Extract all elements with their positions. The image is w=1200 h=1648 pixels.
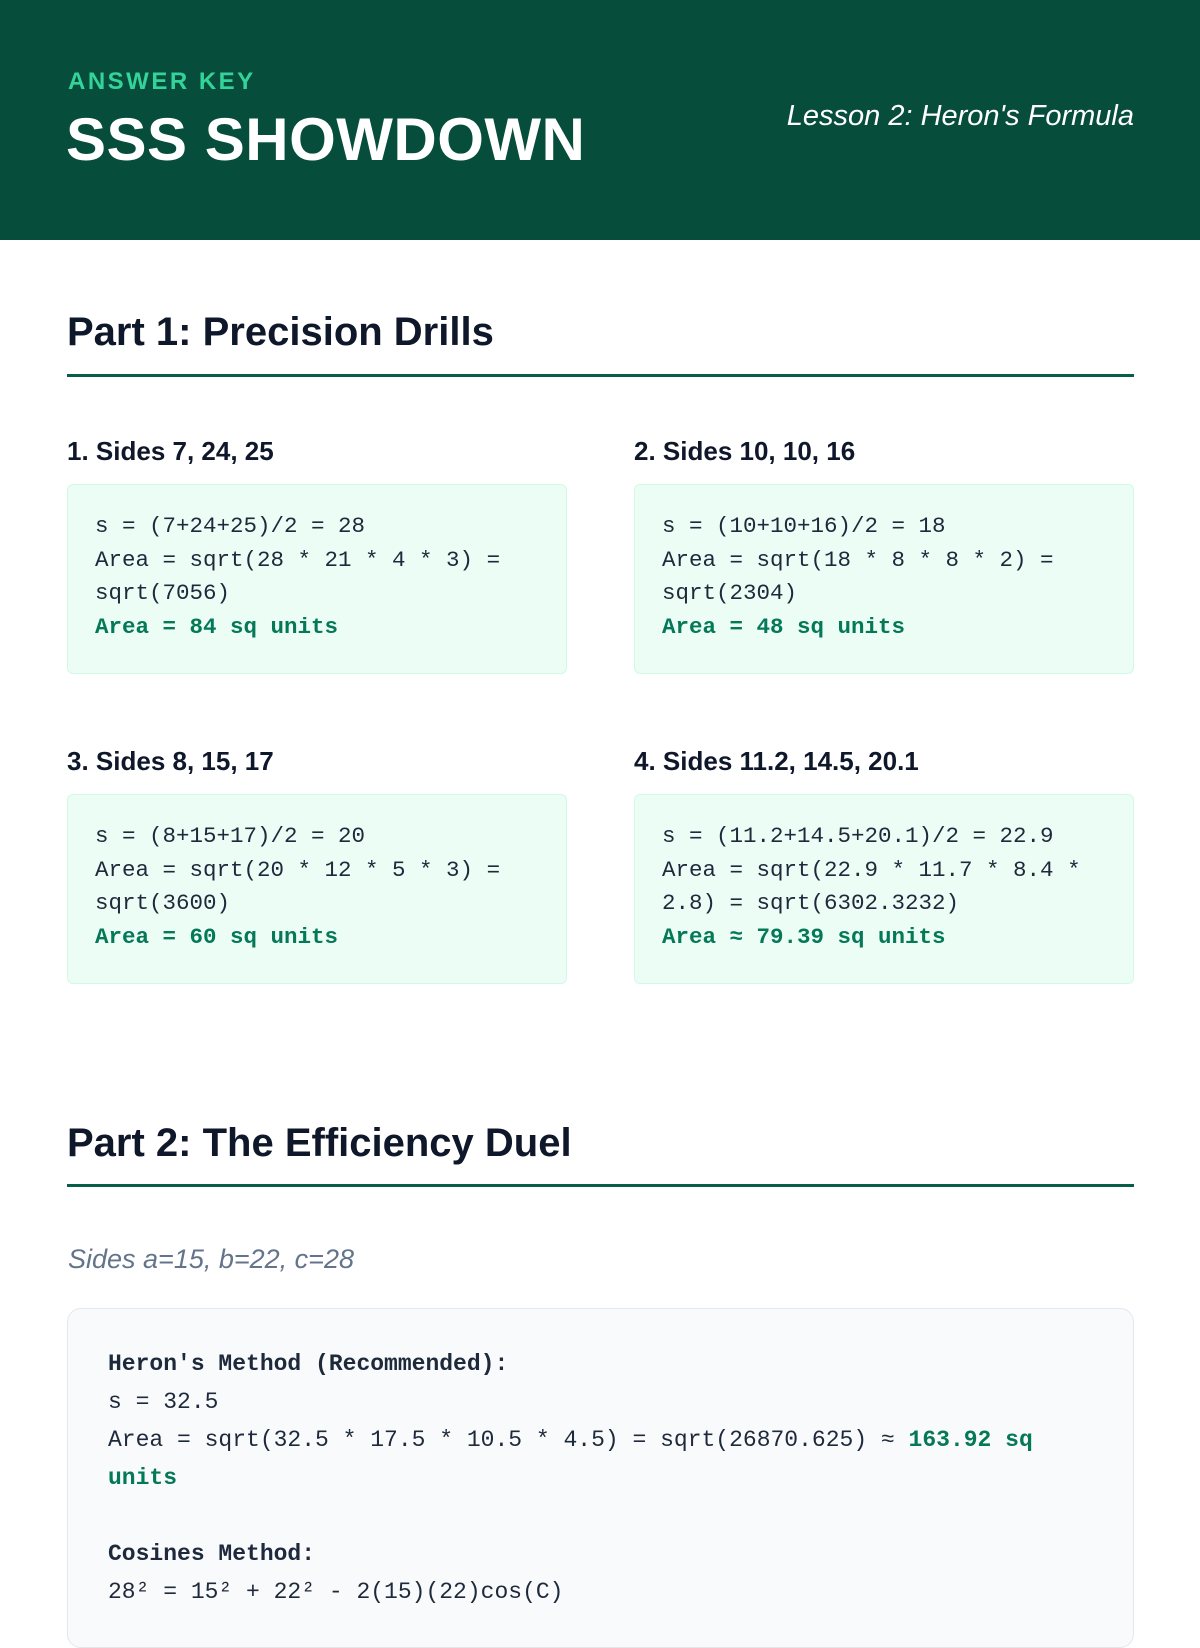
herons-area-work: Area = sqrt(32.5 * 17.5 * 10.5 * 4.5) = sqrt(26870.625) ≈ [108, 1427, 909, 1453]
solution-line: s = (8+15+17)/2 = 20 [95, 823, 366, 849]
part1-divider [67, 374, 1134, 377]
page-title: SSS SHOWDOWN [66, 106, 586, 173]
solution-line: Area = sqrt(18 * 8 * 8 * 2) = sqrt(2304) [662, 546, 1068, 606]
efficiency-duel-box [67, 1308, 1134, 1648]
solution-line: s = (10+10+16)/2 = 18 [662, 513, 946, 539]
solution-answer: Area ≈ 79.39 sq units [662, 923, 946, 950]
problem-4-title: 4. Sides 11.2, 14.5, 20.1 [634, 746, 919, 776]
solution-answer: Area = 60 sq units [95, 923, 339, 950]
solution-answer: Area = 84 sq units [95, 613, 339, 640]
problem-1-title: 1. Sides 7, 24, 25 [67, 436, 274, 466]
lesson-subtitle: Lesson 2: Heron's Formula [786, 100, 1134, 132]
part1-heading: Part 1: Precision Drills [67, 310, 494, 354]
solution-line: s = (11.2+14.5+20.1)/2 = 22.9 [662, 823, 1054, 849]
herons-semiperimeter: s = 32.5 [108, 1389, 219, 1415]
solution-line: s = (7+24+25)/2 = 28 [95, 513, 366, 539]
spacer [108, 1497, 1093, 1535]
solution-line: Area = sqrt(28 * 21 * 4 * 3) = sqrt(7056) [95, 546, 514, 606]
page-header [0, 0, 1200, 240]
solution-answer: Area = 48 sq units [662, 613, 906, 640]
problem-2-title: 2. Sides 10, 10, 16 [634, 436, 856, 466]
problem-3-title: 3. Sides 8, 15, 17 [67, 746, 274, 776]
solution-line: Area = sqrt(22.9 * 11.7 * 8.4 * 2.8) = sqrt(6302.3232) [662, 856, 1095, 916]
part2-divider [67, 1184, 1134, 1187]
given-sides: Sides a=15, b=22, c=28 [68, 1244, 354, 1274]
problem-2-solution [634, 484, 1134, 674]
herons-area-line [108, 1421, 1093, 1497]
problem-4-solution [634, 794, 1134, 984]
problem-1-solution [67, 484, 567, 674]
solution-line: Area = sqrt(20 * 12 * 5 * 3) = sqrt(3600) [95, 856, 514, 916]
herons-area-result: 163.92 sq units [108, 1427, 1047, 1491]
part2-heading: Part 2: The Efficiency Duel [67, 1121, 572, 1165]
herons-method-label: Heron's Method (Recommended): [108, 1351, 509, 1377]
problem-3-solution [67, 794, 567, 984]
answer-key-label: ANSWER KEY [68, 68, 256, 95]
cosines-method-label: Cosines Method: [108, 1541, 316, 1567]
cosines-equation: 28² = 15² + 22² - 2(15)(22)cos(C) [108, 1579, 564, 1605]
